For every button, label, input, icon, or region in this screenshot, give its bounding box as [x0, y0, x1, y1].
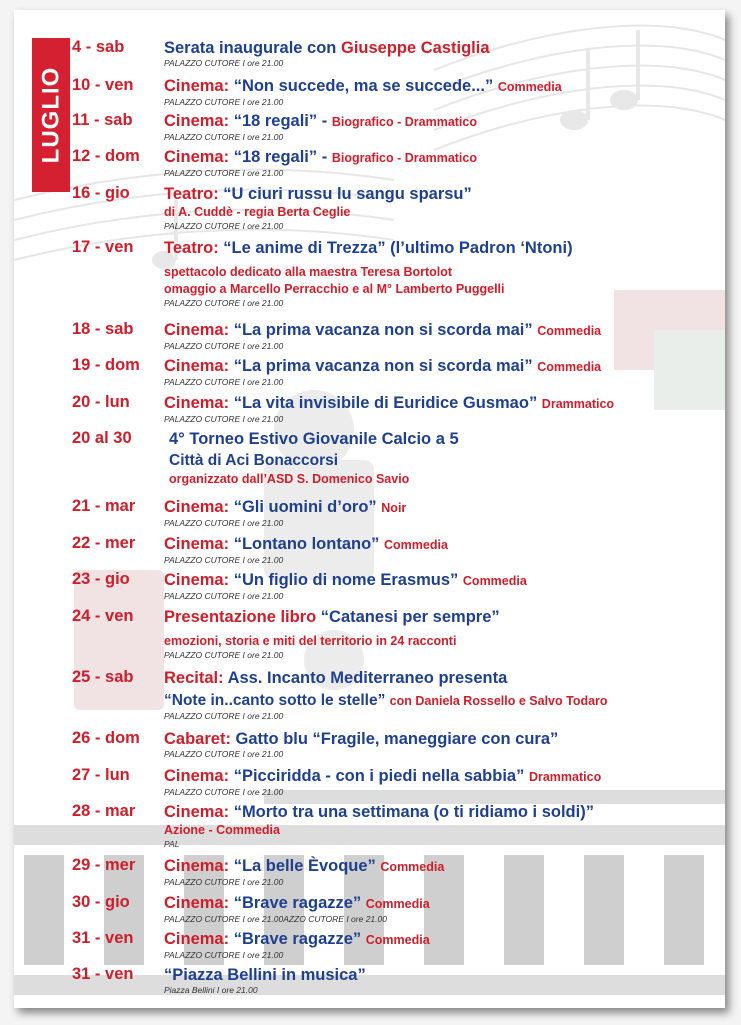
event-category: Teatro: — [164, 239, 224, 257]
event-genre: Commedia — [365, 933, 430, 947]
event-venue: PALAZZO CUTORE I ore 21.00 — [164, 341, 284, 351]
event-title: “La prima vacanza non si scorda mai” — [233, 321, 533, 339]
event-title: “Catanesi per sempre” — [320, 608, 500, 626]
event-date: 10 - ven — [72, 76, 134, 94]
event-title: “Un figlio di nome Erasmus” — [233, 571, 459, 589]
event-title: “Piazza Bellini in musica” — [164, 966, 366, 984]
event-title: Ass. Incanto Mediterraneo presenta — [227, 669, 508, 687]
event-genre: Drammatico — [528, 770, 602, 784]
event-title: Gatto blu “Fragile, maneggiare con cura” — [235, 730, 559, 748]
event-category: Cinema: — [164, 498, 234, 516]
event-venue: PALAZZO CUTORE I ore 21.00 — [164, 58, 284, 68]
event-date: 29 - mer — [72, 856, 136, 874]
event-performers: con Daniela Rossello e Salvo Todaro — [389, 694, 608, 708]
event-category: Teatro: — [164, 185, 224, 203]
event-venue: PALAZZO CUTORE I ore 21.00 — [164, 787, 284, 797]
event-date: 22 - mer — [72, 534, 136, 552]
event-venue: PALAZZO CUTORE I ore 21.00 — [164, 132, 284, 142]
event-separator: - — [317, 112, 332, 130]
event-date: 21 - mar — [72, 497, 136, 515]
events-list — [14, 10, 725, 1008]
event-date: 17 - ven — [72, 238, 134, 256]
event-date: 28 - mar — [72, 802, 136, 820]
event-category: Cabaret: — [164, 730, 236, 748]
event-genre: Commedia — [380, 860, 445, 874]
event-category: Cinema: — [164, 148, 234, 166]
event-date: 11 - sab — [72, 111, 133, 129]
event-date: 12 - dom — [72, 147, 140, 165]
event-category: Cinema: — [164, 857, 234, 875]
event-genre: Commedia — [537, 360, 602, 374]
event-date: 26 - dom — [72, 729, 140, 747]
event-genre: Commedia — [384, 538, 448, 552]
event-genre: Noir — [381, 501, 407, 515]
event-date: 20 al 30 — [72, 429, 132, 447]
event-genre: Drammatico — [541, 397, 615, 411]
event-subtitle: di A. Cuddè - regia Berta Ceglie — [164, 205, 351, 219]
event-category: Cinema: — [164, 894, 234, 912]
event-date: 30 - gio — [72, 893, 130, 911]
event-separator: - — [317, 148, 332, 166]
event-venue: PALAZZO CUTORE I ore 21.00 — [164, 650, 284, 660]
event-date: 20 - lun — [72, 393, 130, 411]
event-title: “Brave ragazze” — [233, 894, 362, 912]
event-title: “Brave ragazze” — [233, 930, 362, 948]
month-label: LUGLIO — [37, 66, 64, 164]
event-genre: Commedia — [537, 324, 602, 338]
event-title: 4° Torneo Estivo Giovanile Calcio a 5 — [169, 430, 459, 448]
event-date: 19 - dom — [72, 356, 140, 374]
event-line-2: “Note in..canto sotto le stelle” — [164, 692, 386, 709]
event-venue: PAL — [164, 839, 180, 849]
event-category: Cinema: — [164, 571, 234, 589]
event-venue: PALAZZO CUTORE I ore 21.00 — [164, 414, 284, 424]
event-date: 31 - ven — [72, 965, 134, 983]
event-venue: PALAZZO CUTORE I ore 21.00 — [164, 877, 284, 887]
event-category: Cinema: — [164, 767, 234, 785]
event-subtitle: spettacolo dedicato alla maestra Teresa Bortolot — [164, 265, 453, 279]
event-prefix: Serata inaugurale con — [164, 39, 341, 57]
program-sheet — [14, 10, 725, 1008]
event-venue: PALAZZO CUTORE I ore 21.00 — [164, 591, 284, 601]
event-category: Cinema: — [164, 930, 234, 948]
event-date: 16 - gio — [72, 184, 130, 202]
event-date: 31 - ven — [72, 929, 134, 947]
event-venue: PALAZZO CUTORE I ore 21.00 — [164, 377, 284, 387]
event-title: “La belle Èvoque” — [233, 857, 376, 875]
event-date: 27 - lun — [72, 766, 130, 784]
event-subtitle: emozioni, storia e miti del territorio in 24 racconti — [164, 634, 457, 648]
event-date: 24 - ven — [72, 607, 134, 625]
event-genre: Biografico - Drammatico — [331, 151, 477, 165]
event-venue: Piazza Bellini I ore 21.00 — [164, 985, 258, 995]
event-title: “Morto tra una settimana (o ti ridiamo i soldi)” — [233, 803, 594, 821]
event-genre: Commedia — [497, 80, 562, 94]
event-category: Cinema: — [164, 535, 234, 553]
event-venue: PALAZZO CUTORE I ore 21.00AZZO CUTORE I ore 21.00 — [164, 914, 387, 924]
event-category: Cinema: — [164, 357, 234, 375]
event-category: Cinema: — [164, 321, 234, 339]
event-venue: PALAZZO CUTORE I ore 21.00 — [164, 749, 284, 759]
event-venue: PALAZZO CUTORE I ore 21.00 — [164, 711, 284, 721]
event-date: 25 - sab — [72, 668, 134, 686]
event-title: “La vita invisibile di Euridice Gusmao” — [233, 394, 538, 412]
event-venue: PALAZZO CUTORE I ore 21.00 — [164, 221, 284, 231]
event-category: Presentazione libro — [164, 608, 321, 626]
event-category: Cinema: — [164, 803, 234, 821]
event-venue: PALAZZO CUTORE I ore 21.00 — [164, 518, 284, 528]
event-venue: PALAZZO CUTORE I ore 21.00 — [164, 298, 284, 308]
event-category: Recital: — [164, 669, 228, 687]
event-title: “La prima vacanza non si scorda mai” — [233, 357, 533, 375]
event-line-2: Città di Aci Bonaccorsi — [169, 452, 339, 469]
event-subtitle: Azione - Commedia — [164, 823, 280, 837]
event-venue: PALAZZO CUTORE I ore 21.00 — [164, 950, 284, 960]
event-date: 4 - sab — [72, 38, 125, 56]
event-genre: Commedia — [462, 574, 527, 588]
event-category: Cinema: — [164, 112, 234, 130]
event-title: “Gli uomini d’oro” — [233, 498, 377, 516]
event-venue: PALAZZO CUTORE I ore 21.00 — [164, 168, 284, 178]
event-category: Cinema: — [164, 394, 234, 412]
event-subtitle-2: omaggio a Marcello Perracchio e al M° Lamberto Puggelli — [164, 282, 505, 296]
event-title: “Picciridda - con i piedi nella sabbia” — [233, 767, 525, 785]
event-highlight: Giuseppe Castiglia — [340, 39, 490, 57]
event-title: “Le anime di Trezza” (l’ultimo Padron ‘Ntoni) — [223, 239, 573, 257]
event-title: “18 regali” — [233, 112, 318, 130]
event-title: “U ciuri russu lu sangu sparsu” — [223, 185, 472, 203]
event-date: 18 - sab — [72, 320, 134, 338]
event-venue: PALAZZO CUTORE I ore 21.00 — [164, 555, 284, 565]
event-title: “Non succede, ma se succede...” — [233, 77, 494, 95]
event-subtitle: organizzato dall’ASD S. Domenico Savio — [169, 472, 410, 486]
event-genre: Commedia — [365, 897, 430, 911]
event-title: “Lontano lontano” — [233, 535, 380, 553]
event-genre: Biografico - Drammatico — [331, 115, 477, 129]
event-title: “18 regali” — [233, 148, 318, 166]
event-date: 23 - gio — [72, 570, 130, 588]
event-venue: PALAZZO CUTORE I ore 21.00 — [164, 97, 284, 107]
event-category: Cinema: — [164, 77, 234, 95]
